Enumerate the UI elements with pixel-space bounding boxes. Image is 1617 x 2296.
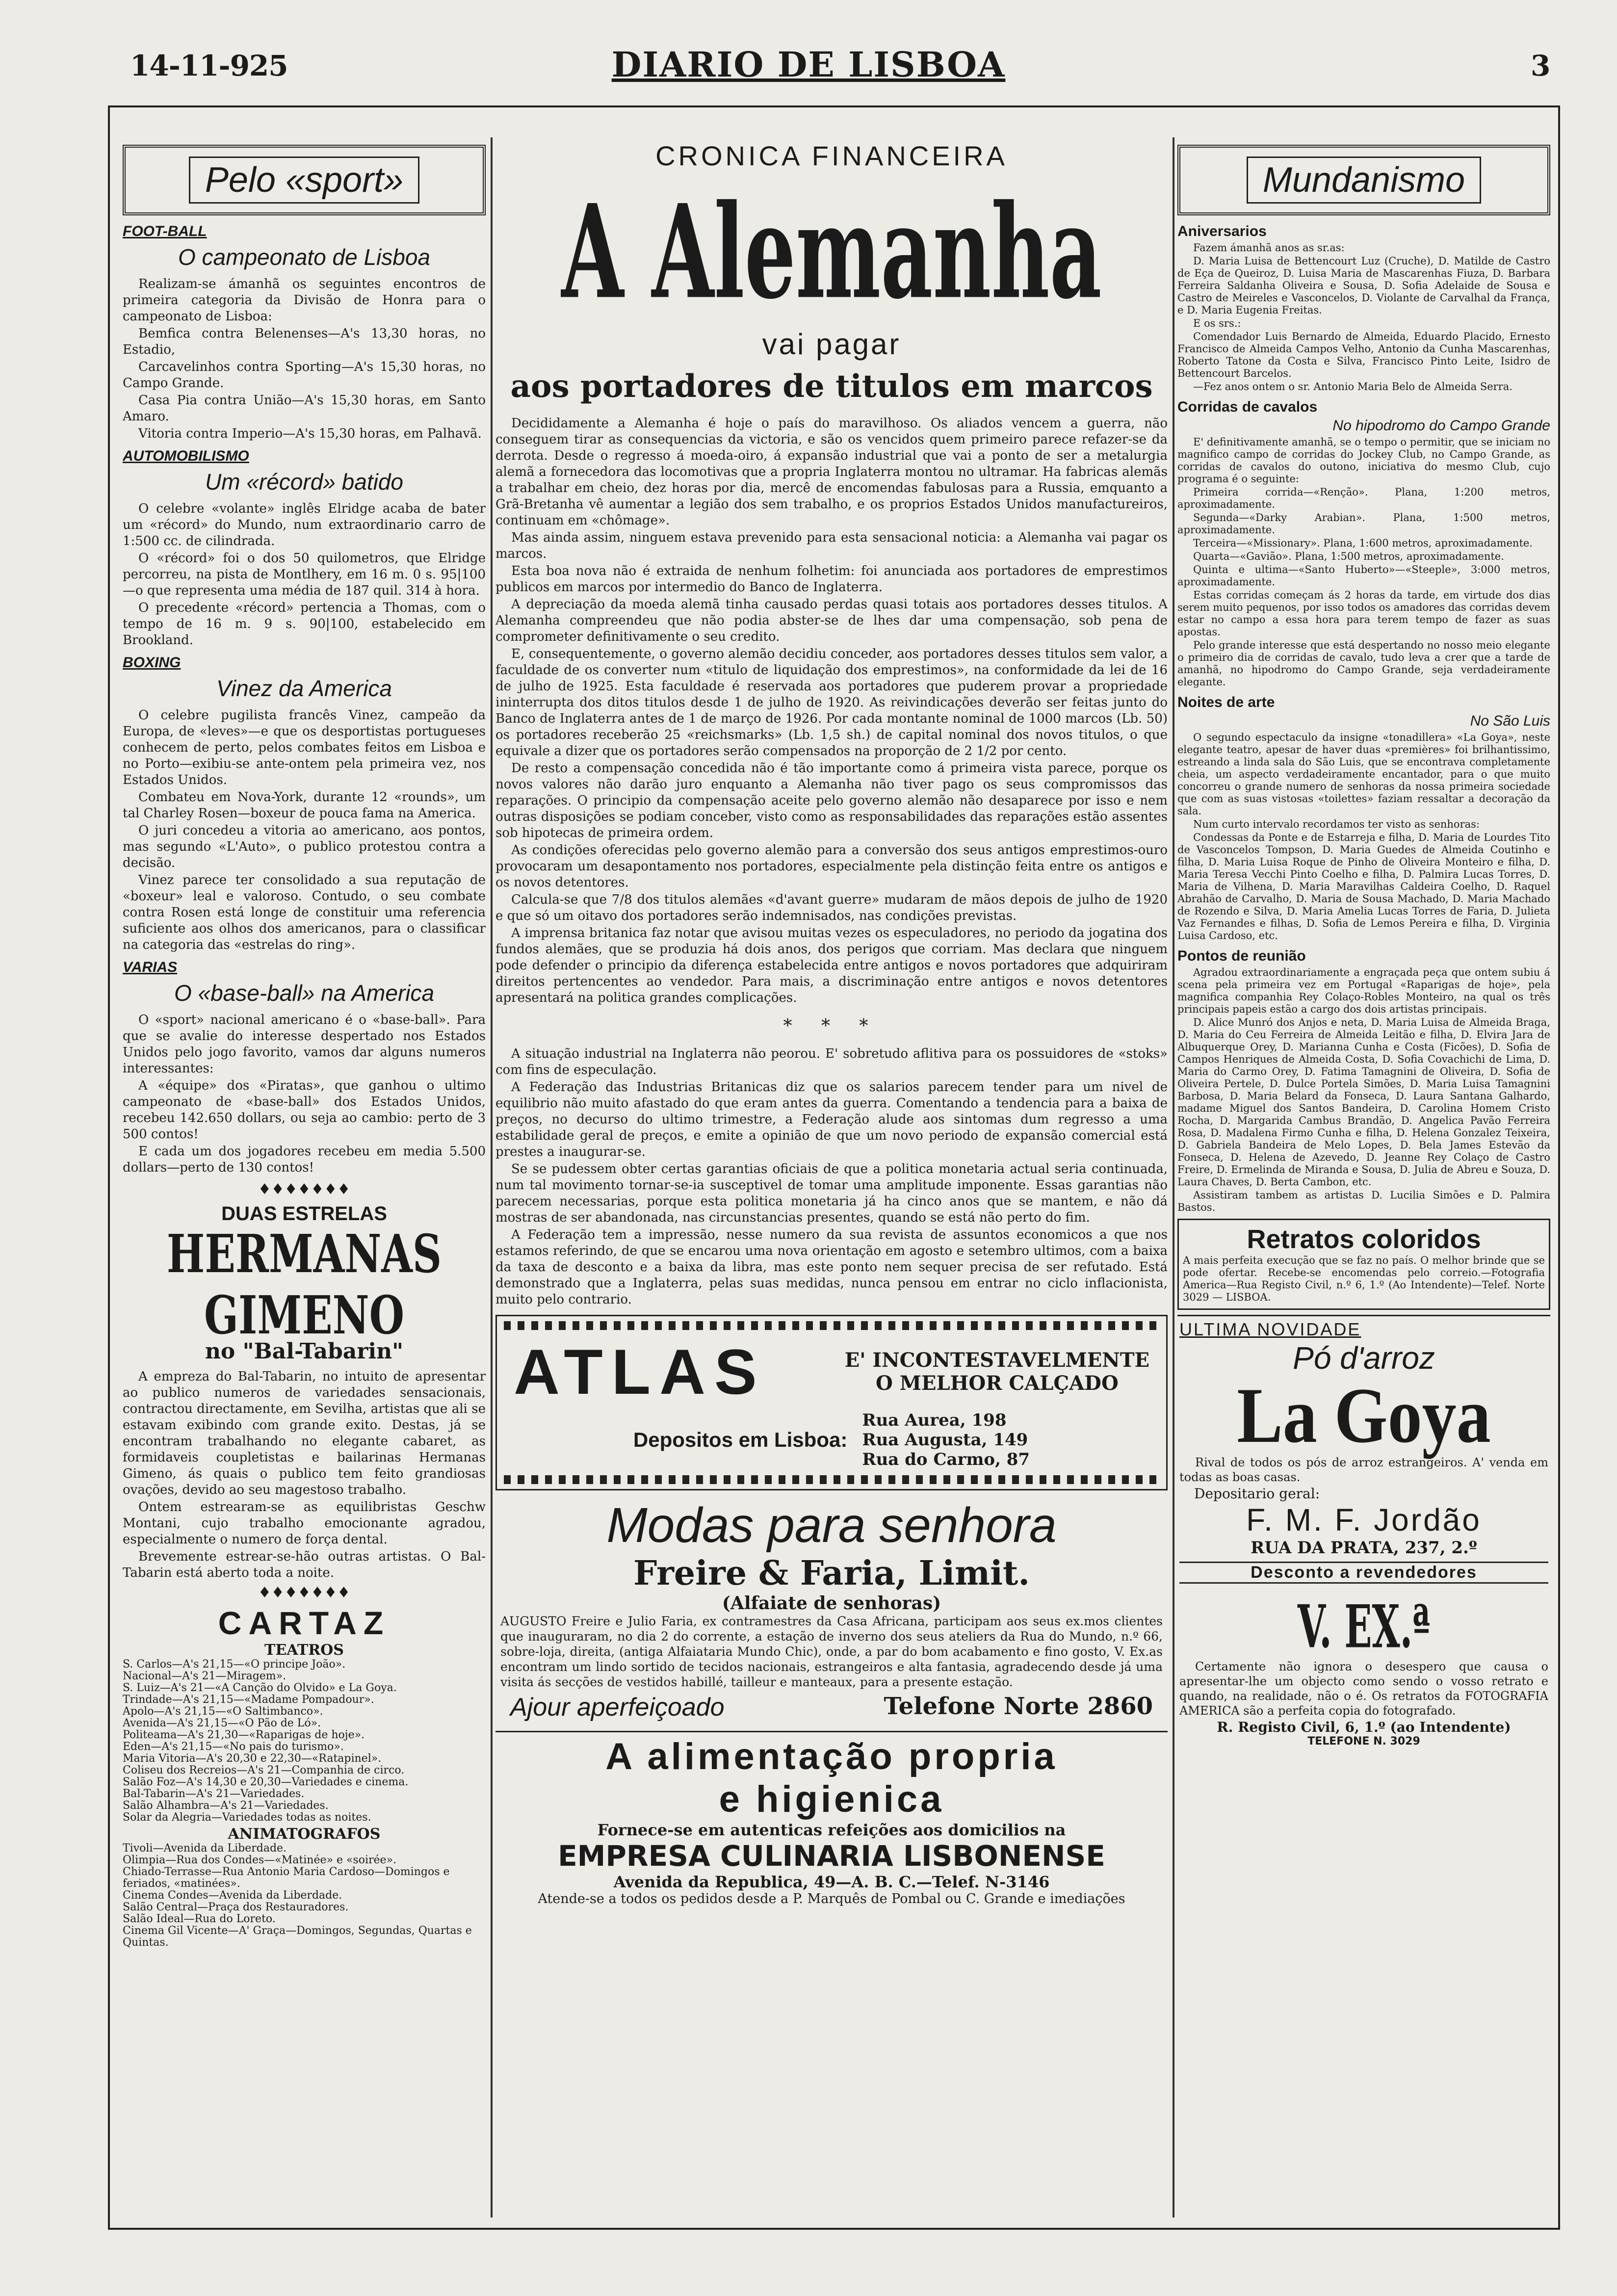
listing-item: Bal-Tabarin—A's 21—Variedades. bbox=[123, 1788, 305, 1800]
atlas-tagline: O MELHOR CALÇADO bbox=[875, 1372, 1119, 1395]
goya-footer: Desconto a revendedores bbox=[1179, 1562, 1548, 1584]
paragraph: E, consequentemente, o governo alemão decidiu conceder, aos portadores desses titulos sem valor, a faculdade de os converter num «titulo de liquidação dos emprestimos», na conformidade da lei de 16 de julho de 1925. Esta faculdade é reservada aos portadores que puderem provar a propriedade ininterrupta dos ditos titulos desde 1 de julho de 1920. As reivindicações deverão ser feitas junto do Banco de Inglaterra antes de 1 de março de 1926. Por cada montante nominal de 1000 marcos (Lb. 50) os portadores receberão 25 «reichsmarks» (Lb. 1,5 sh.) de capital nominal dos novos titulos, o que equivale a dizer que os portadores serão compensados na proporção de 2 1/2 por cento. bbox=[496, 647, 1168, 758]
paragraph: E os srs.: bbox=[1193, 317, 1241, 329]
section-label: VARIAS bbox=[123, 959, 178, 975]
paragraph: E cada um dos jogadores recebeu em media 5.500 dollars—perto de 130 contos! bbox=[123, 1144, 486, 1175]
paragraph: Vinez parece ter consolidado a sua reputação de «boxeur» leal e valoroso. Contudo, o seu combate contra Rosen está longe de constituir uma referencia suficiente aos olhos dos americanos, para o classificar na categoria das «estrelas do ring». bbox=[123, 873, 486, 952]
listing-item: Politeama—A's 21,30—«Raparigas de hoje». bbox=[123, 1729, 365, 1741]
paragraph: Pelo grande interesse que está despertando no nosso meio elegante o primeiro dia de corridas de cavalo, tudo leva a crer que a tarde de amanhã, no hipodromo do Campo Grande, seja verdadeiramente elegante. bbox=[1177, 639, 1550, 688]
listing-item: Avenida—A's 21,15—«O Pão de Ló». bbox=[123, 1717, 321, 1729]
listing-item: S. Luiz—A's 21—«A Canção do Olvido» e La Goya. bbox=[123, 1682, 397, 1694]
paragraph: O juri concedeu a vitoria ao americano, aos pontos, mas segundo «L'Auto», o publico protestou contra a decisão. bbox=[123, 823, 486, 870]
listing-item: Salão Foz—A's 14,30 e 20,30—Variedades e cinema. bbox=[123, 1776, 409, 1788]
culinaria-ad bbox=[496, 1731, 1168, 1909]
paragraph: Carcavelinhos contra Sporting—A's 15,30 horas, no Campo Grande. bbox=[123, 360, 486, 391]
listing-item: Eden—A's 21,15—«No pais do turismo». bbox=[123, 1741, 344, 1753]
modas-title: Modas para senhora bbox=[606, 1498, 1057, 1553]
vex-address: R. Registo Civil, 6, 1.º (ao Intendente) bbox=[1217, 1719, 1511, 1735]
paragraph: Comendador Luis Bernardo de Almeida, Eduardo Placido, Ernesto Francisco de Almeida Campos Velho, Antonio da Cunha Mascarenhas, Roberto Tatone da Costa e Silva, Francisco Pinto Leite, Isidro de Bettencourt Barcelos. bbox=[1177, 331, 1550, 379]
modas-ad bbox=[496, 1495, 1168, 1726]
listing-item: Nacional—A's 21—Miragem». bbox=[123, 1670, 287, 1682]
paragraph: O precedente «récord» pertencia a Thomas, com o tempo de 16 m. 9 s. 90|100, estabelecido em Brookland. bbox=[123, 600, 486, 648]
section-head: Noites de arte bbox=[1177, 694, 1275, 710]
paragraph: Estas corridas começam ás 2 horas da tarde, em virtude dos dias serem muito pequenos, por isso todos os amadores das corridas devem estar no campo a essa hora para terem tempo de fazer as suas apostas. bbox=[1177, 589, 1550, 638]
paragraph: De resto a compensação concedida não é tão importante como á primeira vista parece, porque os novos valores não darão juro enquanto a Alemanha não tiver pago os seus compromissos das reparações. O principio da compensação aceite pelo governo alemão não desaparece por isso e nem outras disposições se podiam conceber, visto como as responsabilidades das reparações estão assentes sob hipotecas de primeira ordem. bbox=[496, 761, 1168, 840]
culinaria-footer: Atende-se a todos os pedidos desde a P. Marquês de Pombal ou C. Grande e imediações bbox=[538, 1891, 1125, 1906]
mundanismo-box bbox=[1177, 145, 1550, 215]
paragraph: Agradou extraordinariamente a engraçada peça que ontem subiu á scena pela primeira vez em Portugal «Raparigas de hoje», pela magnifica companhia Rey Colaço-Robles Monteiro, na qual os três principais papeis estão a cargo dos dois artistas principais. bbox=[1177, 966, 1550, 1015]
teatros-list bbox=[123, 1659, 486, 1824]
listing-item: Salão Alhambra—A's 21—Variedades. bbox=[123, 1800, 329, 1812]
paragraph: Primeira corrida—«Renção». Plana, 1:200 metros, aproximadamente. bbox=[1177, 486, 1550, 510]
paragraph: Terceira—«Missionary». Plana, 1:600 metros, aproximadamente. bbox=[1193, 537, 1533, 549]
vex-body: Certamente não ignora o desespero que causa o apresentar-lhe um objecto como sendo o vosso retrato e quando, na realidade, não o é. Os retratos da FOTOGRAFIA AMERICA são a perfeita copia do fotografado. bbox=[1179, 1660, 1548, 1718]
goya-kicker: ULTIMA NOVIDADE bbox=[1179, 1319, 1361, 1339]
animatografos-list bbox=[123, 1843, 486, 1949]
paragraph: Ontem estrearam-se as equilibristas Geschw Montani, cujo trabalho emocionante agradou, especialmente o numero de força dental. bbox=[123, 1500, 486, 1547]
column-rule bbox=[1173, 137, 1174, 2218]
paragraph: Vitoria contra Imperio—A's 15,30 horas, em Palhavã. bbox=[138, 426, 482, 441]
address: Rua Aurea, 198 bbox=[862, 1410, 1007, 1430]
paragraph: A imprensa britanica faz notar que avisou muitas vezes os especuladores, no periodo da jogatina dos fundos alemães, que se produzia há dois anos, dos perigos que corriam. Mas declara que ninguem pode defender o principio da diferença estabelecida entre antigos e novos portadores que adquiriram direitos pertencentes ao vendedor. Para mais, a discriminação entre antigos e novos detentores apresentará na politica grandes complicações. bbox=[496, 926, 1168, 1005]
section-label: AUTOMOBILISMO bbox=[123, 448, 249, 464]
address: Rua Augusta, 149 bbox=[862, 1430, 1028, 1450]
paragraph: Condessas da Ponte e de Estarreja e filha, D. Maria de Lourdes Tito de Vasconcelos Tompson, D. Maria Guedes de Almeida Coutinho e filha, D. Maria Luisa Roque de Pinho de Oliveira Monteiro e filha, D. Maria Teresa Vecchi Pinto Coelho e filha, D. Palmira Lucas Torres, D. Maria de Vilhena, D. Maria Maravilhas Caldeira Coelho, D. Raquel Abrahão de Carvalho, D. Maria de Sousa Machado, D. Maria Machado de Rozendo e Silva, D. Maria Amelia Lucas Torres de Faria, D. Julieta Vaz Fernandes e filhas, D. Sofia de Lemos Pereira e filha, D. Virginia Luisa Cardoso, etc. bbox=[1177, 832, 1550, 941]
listing-item: Salão Central—Praça dos Restauradores. bbox=[123, 1901, 349, 1913]
retratos-body: A mais perfeita execução que se faz no país. O melhor brinde que se pode ofertar. Recebe-se encomendas pelo correio.—Fotografia America—Rua Registo Civil, n.º 6, 1.º (Ao Intendente)—Telef. Norte 3029 — LISBOA. bbox=[1183, 1254, 1545, 1303]
paragraph: Brevemente estrear-se-hão outras artistas. O Bal-Tabarin está aberto toda a noite. bbox=[123, 1549, 486, 1580]
article-head: Um «récord» batido bbox=[205, 469, 403, 495]
listing-item: S. Carlos—A's 21,15—«O principe João». bbox=[123, 1658, 346, 1670]
listing-item: Cinema Condes—Avenida da Liberdade. bbox=[123, 1889, 342, 1902]
paragraph: Quinta e ultima—«Santo Huberto»—«Steeple», 3:000 metros, aproximadamente. bbox=[1177, 564, 1550, 588]
section-label: FOOT-BALL bbox=[123, 223, 207, 239]
paragraph: O «sport» nacional americano é o «base-ball». Para que se avalie do interesse despertado nos Estados Unidos pelo jogo favorito, vamos dar alguns numeros interessantes: bbox=[123, 1013, 486, 1076]
paragraph: Segunda—«Darky Arabian». Plana, 1:500 metros, aproximadamente. bbox=[1177, 512, 1550, 536]
paragraph: Se se pudessem obter certas garantias oficiais de que a politica monetaria actual seria continuada, num tal movimento tornar-se-ia susceptivel de tomar uma amplitude imponente. Essas garantias não parecem necessarias, porque esta politica monetaria já ha cinco anos que se mantem, e não dá mostras de ser abandonada, nas circunstancias presentes, quando se está não perto do fim. bbox=[496, 1162, 1168, 1225]
vex-title: V. EX.ª bbox=[1297, 1592, 1431, 1662]
goya-agent: F. M. F. Jordão bbox=[1246, 1502, 1482, 1538]
kicker: CRONICA FINANCEIRA bbox=[655, 140, 1008, 171]
modas-phone: Telefone Norte 2860 bbox=[884, 1693, 1153, 1720]
listing-item: Olimpia—Rua dos Condes—«Matinée» e «soirée». bbox=[123, 1854, 396, 1866]
goya-brand: La Goya bbox=[1237, 1372, 1491, 1460]
paragraph: Mas ainda assim, ninguem estava prevenido para esta sensacional noticia: a Alemanha vai pagar os marcos. bbox=[496, 530, 1168, 561]
paragraph: E' definitivamente amanhã, se o tempo o permitir, que se iniciam no magnifico campo de corridas do Jockey Club, no Campo Grande, as corridas de cavalos do outono, iniciativa do mesmo Club, cujo programa é o seguinte: bbox=[1177, 436, 1550, 485]
paragraph: Quarta—«Gavião». Plana, 1:500 metros, aproximadamente. bbox=[1193, 550, 1504, 562]
paragraph: Assistiram tambem as artistas D. Lucilia Simões e D. Palmira Bastos. bbox=[1177, 1189, 1550, 1213]
paragraph: A empreza do Bal-Tabarin, no intuito de apresentar ao publico numeros de variedades sensacionais, contractou directamente, em Sevilha, artistas que ali se estavam exibindo com grande exito. Destas, já se encontram trabalhando no elegante cabaret, as formidaveis coupletistas e bailarinas Hermanas Gimeno, ás quais o publico tem feito grandiosas ovações, devido ao seu magestoso trabalho. bbox=[123, 1369, 486, 1497]
listing-item: Trindade—A's 21,15—«Madame Pompadour». bbox=[123, 1694, 374, 1706]
cartaz-title: CARTAZ bbox=[218, 1605, 391, 1641]
goya-depositary-label: Depositario geral: bbox=[1194, 1486, 1320, 1502]
atlas-tagline: E' INCONTESTAVELMENTE bbox=[844, 1349, 1149, 1372]
address: Rua do Carmo, 87 bbox=[862, 1450, 1030, 1469]
ornament: ♦♦♦♦♦♦♦ bbox=[258, 1584, 351, 1601]
section-head: Aniversarios bbox=[1177, 223, 1267, 239]
page-number: 3 bbox=[1531, 49, 1551, 82]
modas-sub: (Alfaiate de senhoras) bbox=[722, 1593, 941, 1614]
paragraph: As condições oferecidas pelo governo alemão para a conversão dos seus antigos emprestimos-ouro provocaram um desapontamento nos portadores, especialmente pela distinção feita entre os antigos e os novos detentores. bbox=[496, 843, 1168, 890]
listing-item: Chiado-Terrasse—Rua Antonio Maria Cardoso—Domingos e feriados, «matinées». bbox=[123, 1866, 450, 1890]
paragraph: A Federação das Industrias Britanicas diz que os salarios parecem tender para um nivel de equilibrio não muito afastado do que eram antes da guerra. Comentando a tendencia para a baixa de preços, no decurso do ultimo trimestre, a Federação alude aos sintomas dum regresso a uma estabilidade geral de preços, e emite a opinião de que um novo periodo de expansão comercial está prestes a inaugurar-se. bbox=[496, 1080, 1168, 1159]
column-rule bbox=[491, 137, 493, 2218]
deck: aos portadores de titulos em marcos bbox=[510, 368, 1153, 405]
modas-firm: Freire & Faria, Limit. bbox=[633, 1554, 1030, 1593]
paragraph: D. Alice Munró dos Anjos e neta, D. Maria Luisa de Almeida Braga, D. Maria do Ceu Ferreira de Almeida Leitão e filha, D. Elvira Jara de Albuquerque Orey, D. Marianna Cunha e Costa (Ficões), D. Sofia de Campos Henriques de Almeida Costa, D. Sofia Covachichi de Lima, D. Maria do Carmo Orey, D. Fatima Tamagnini de Oliveira, D. Sofia de Oliveira Pertele, D. Dulce Portela Simões, D. Maria Luisa Tamagnini Barbosa, D. Maria Belard da Fonseca, D. Laura Santana Galhardo, madame Miguel dos Santos Bandeira, D. Carolina Homem Cristo Rocha, D. Margarida Cambus Brandão, D. Angelica Pavão Ferreira Rosa, D. Madalena Firmo Cunha e filha, D. Helena Gonzalez Teixeira, D. Gabriela Bandeira de Melo Lopes, D. Bela James Estevão da Fonseca, D. Helena de Azevedo, D. Jeanne Rey Colaço de Castro Freire, D. Ermelinda de Miranda e Sousa, D. Julia de Abreu e Souza, D. Laura Chaves, D. Berta Cambon, etc. bbox=[1177, 1017, 1550, 1188]
article-head: Vinez da America bbox=[216, 676, 392, 701]
paragraph: Calcula-se que 7/8 dos titulos alemães «d'avant guerre» mudaram de mãos depois de julho de 1920 e que só um oitavo dos portadores serão indemnisados, nas condições previstas. bbox=[496, 892, 1168, 923]
ornament: ♦♦♦♦♦♦♦ bbox=[258, 1181, 351, 1198]
section-subhead: No São Luis bbox=[1470, 713, 1550, 729]
vex-ad bbox=[1177, 1592, 1550, 1749]
modas-slogan: Ajour aperfeiçoado bbox=[510, 1693, 725, 1722]
gimeno-subtitle: no "Bal-Tabarin" bbox=[205, 1339, 404, 1364]
teatros-label: TEATROS bbox=[264, 1642, 344, 1659]
culinaria-firm: EMPRESA CULINARIA LISBONENSE bbox=[558, 1839, 1105, 1873]
sport-box bbox=[123, 145, 486, 215]
masthead: DIARIO DE LISBOA bbox=[611, 44, 1006, 85]
issue-date: 14-11-925 bbox=[130, 49, 288, 82]
listing-item: Salão Ideal—Rua do Loreto. bbox=[123, 1913, 276, 1925]
sport-title: Pelo «sport» bbox=[189, 157, 419, 204]
paragraph: Casa Pia contra União—A's 15,30 horas, em Santo Amaro. bbox=[123, 393, 486, 424]
culinaria-address: Avenida da Republica, 49—A. B. C.—Telef. N-3146 bbox=[613, 1873, 1050, 1891]
culinaria-sub: Fornece-se em autenticas refeições aos domicilios na bbox=[597, 1821, 1066, 1839]
retratos-title: Retratos coloridos bbox=[1247, 1225, 1481, 1254]
listing-item: Maria Vitoria—A's 20,30 e 22,30—«Ratapinel». bbox=[123, 1752, 382, 1765]
mundanismo-title: Mundanismo bbox=[1247, 157, 1481, 204]
section-head: Corridas de cavalos bbox=[1177, 399, 1318, 415]
paragraph: A depreciação da moeda alemã tinha causado perdas quasi totais aos portadores desses titulos. A Alemanha compreendeu que não podia abster-se de lhes dar uma compensação, sob pena de comprometer definitivamente o seu credito. bbox=[496, 597, 1168, 644]
ornament-border bbox=[504, 1475, 1159, 1484]
paragraph: Esta boa nova não é extraida de nenhum folhetim: foi anunciada aos portadores de emprestimos publicos em marcos por intermedio do Banco de Inglaterra. bbox=[496, 564, 1168, 595]
section-subhead: No hipodromo do Campo Grande bbox=[1332, 417, 1550, 434]
culinaria-title: A alimentação propria bbox=[605, 1736, 1058, 1777]
paragraph: O celebre pugilista francês Vinez, campeão da Europa, de «leves»—e que os desportistas portugueses conhecem de perto, pelos combates feitos em Lisboa e no Porto—exibiu-se ante-ontem pela primeira vez, nos Estados Unidos. bbox=[123, 708, 486, 787]
listing-item: Apolo—A's 21,15—«O Saltimbanco». bbox=[123, 1705, 323, 1718]
right-column bbox=[1177, 140, 1550, 2225]
gimeno-title: HERMANAS GIMENO bbox=[166, 1224, 442, 1346]
vex-phone: TELEFONE N. 3029 bbox=[1307, 1735, 1420, 1748]
paragraph: D. Maria Luisa de Bettencourt Luz (Cruche), D. Matilde de Castro de Eça de Queiroz, D. Luisa Maria de Mascarenhas Fiuza, D. Barbara Ferreira Saldanha Oliveira e Sousa, D. Sofia Adelaide de Sousa e Castro de Meireles e Vasconcelos, D. Violante de Carvalhal da França, e D. Maria Eugenia Freitas. bbox=[1177, 255, 1550, 316]
atlas-brand: ATLAS bbox=[514, 1336, 766, 1408]
ornament-border bbox=[504, 1321, 1159, 1330]
animatografos-label: ANIMATOGRAFOS bbox=[228, 1826, 381, 1843]
subline: vai pagar bbox=[762, 328, 901, 361]
article-head: O «base-ball» na America bbox=[174, 980, 435, 1006]
paragraph: —Fez anos ontem o sr. Antonio Maria Belo de Almeida Serra. bbox=[1193, 381, 1513, 392]
listing-item: Tivoli—Avenida da Liberdade. bbox=[123, 1842, 287, 1854]
page-header bbox=[0, 39, 1617, 98]
left-column bbox=[123, 140, 486, 2225]
listing-item: Cinema Gil Vicente—A' Graça—Domingos, Segundas, Quartas e Quintas. bbox=[123, 1925, 472, 1949]
paragraph: A Federação tem a impressão, nesse numero da sua revista de assuntos economicos a que nos estamos referindo, de que se encarou uma nova orientação em agosto e setembro ultimos, com a baixa da taxa de desconto e a baixa da libra, mas este ponto nem sequer precisa de ser refutado. Está demonstrado que a Inglaterra, pelas suas medidas, nunca pensou em entrar no ciclo inflacionista, muito pelo contrario. bbox=[496, 1227, 1168, 1307]
separator-stars: * * * bbox=[783, 1016, 880, 1036]
retratos-ad bbox=[1177, 1219, 1550, 1310]
section-label: BOXING bbox=[123, 654, 181, 671]
goya-address: RUA DA PRATA, 237, 2.º bbox=[1251, 1538, 1477, 1558]
deposit-label: Depositos em Lisboa: bbox=[633, 1428, 848, 1451]
paragraph: O celebre «volante» inglês Elridge acaba de bater um «récord» do Mundo, num extraordinario carro de 1:500 cc. de cilindrada. bbox=[123, 501, 486, 548]
center-column bbox=[496, 140, 1168, 2225]
goya-sub: Pó d'arroz bbox=[1293, 1340, 1435, 1376]
goya-body: Rival de todos os pós de arroz estrangeiros. A' venda em todas as boas casas. bbox=[1179, 1456, 1548, 1484]
culinaria-title: e higienica bbox=[719, 1778, 944, 1820]
paragraph: Realizam-se ámanhã os seguintes encontros de primeira categoria da Divisão de Honra para o campeonato de Lisboa: bbox=[123, 277, 486, 324]
paragraph: Fazem ámanhã anos as sr.as: bbox=[1193, 242, 1345, 254]
listing-item: Solar da Alegria—Variedades todas as noites. bbox=[123, 1811, 371, 1824]
paragraph: Combateu em Nova-York, durante 12 «rounds», um tal Charley Rosen—boxeur de pouca fama na America. bbox=[123, 790, 486, 821]
atlas-ad bbox=[496, 1315, 1168, 1490]
paragraph: Decididamente a Alemanha é hoje o país do maravilhoso. Os aliados vencem a guerra, não conseguem tirar as consequencias da victoria, e são os vencidos quem primeiro parece refazer-se da derrota. Desde o regresso á moeda-oiro, á expansão industrial que vai a ponto de ser a metalurgia alemã a fornecedora das locomotivas que a propria Inglaterra montou no ultramar. Ha fabricas alemãs a trabalhar em cheio, dez horas por dia, mercê de encomendas fabulosas para a Russia, emquanto a Grã-Bretanha vê aumentar a legião dos sem trabalho, e os proprios Estados Unidos manufactureiros, continuam em «chômage». bbox=[496, 416, 1168, 528]
paragraph: O «récord» foi o dos 50 quilometros, que Elridge percorreu, na pista de Montlhery, em 16 m. 0 s. 95|100—o que representa uma média de 187 quil. 314 à hora. bbox=[123, 551, 486, 598]
paragraph: Bemfica contra Belenenses—A's 13,30 horas, no Estadio, bbox=[123, 326, 486, 357]
headline: A Alemanha bbox=[561, 176, 1102, 328]
paragraph: A «équipe» dos «Piratas», que ganhou o ultimo campeonato de «base-ball» dos Estados Unidos, recebeu 142.650 dollars, ou seja ao cambio: perto de 3 500 contos! bbox=[123, 1078, 486, 1142]
article-head: O campeonato de Lisboa bbox=[178, 244, 431, 270]
goya-ad bbox=[1177, 1315, 1550, 1587]
paragraph: A situação industrial na Inglaterra não peorou. E' sobretudo aflitiva para os possuidores de «stoks» com fins de especulação. bbox=[496, 1046, 1168, 1077]
paragraph: Num curto intervalo recordamos ter visto as senhoras: bbox=[1193, 818, 1480, 830]
modas-body: AUGUSTO Freire e Julio Faria, ex contramestres da Casa Africana, participam aos seus ex.mos clientes que inauguraram, no dia 2 do corrente, a estação de inverno dos seus ateliers da Rua do Mundo, n.º 66, sobre-loja, direita, (antiga Alfaiataria Mundo Chic), onde, a par do bom acabamento e fino gosto, V. Ex.as encontram um lindo sortido de tecidos nacionais, estrangeiros e alta fantasia, agradecendo desde já uma visita ás secções de vestidos habillé, tailleur e manteaux, para a presente estação. bbox=[500, 1614, 1163, 1689]
listing-item: Coliseu dos Recreios—A's 21—Companhia de circo. bbox=[123, 1764, 405, 1776]
section-head: Pontos de reunião bbox=[1177, 948, 1306, 964]
kicker: DUAS ESTRELAS bbox=[221, 1203, 387, 1225]
paragraph: O segundo espectaculo da insigne «tonadillera» «La Goya», neste elegante teatro, apesar de haver duas «premières» foi brilhantissimo, estreando a linda sala do São Luis, que se encontrava completamente cheia, um aspecto verdadeiramente encantador, para o que muito concorreu o grande numero de senhoras da nossa primeira sociedade que com as suas vistosas «toilettes» faziam ressaltar a decoração da sala. bbox=[1177, 731, 1550, 817]
